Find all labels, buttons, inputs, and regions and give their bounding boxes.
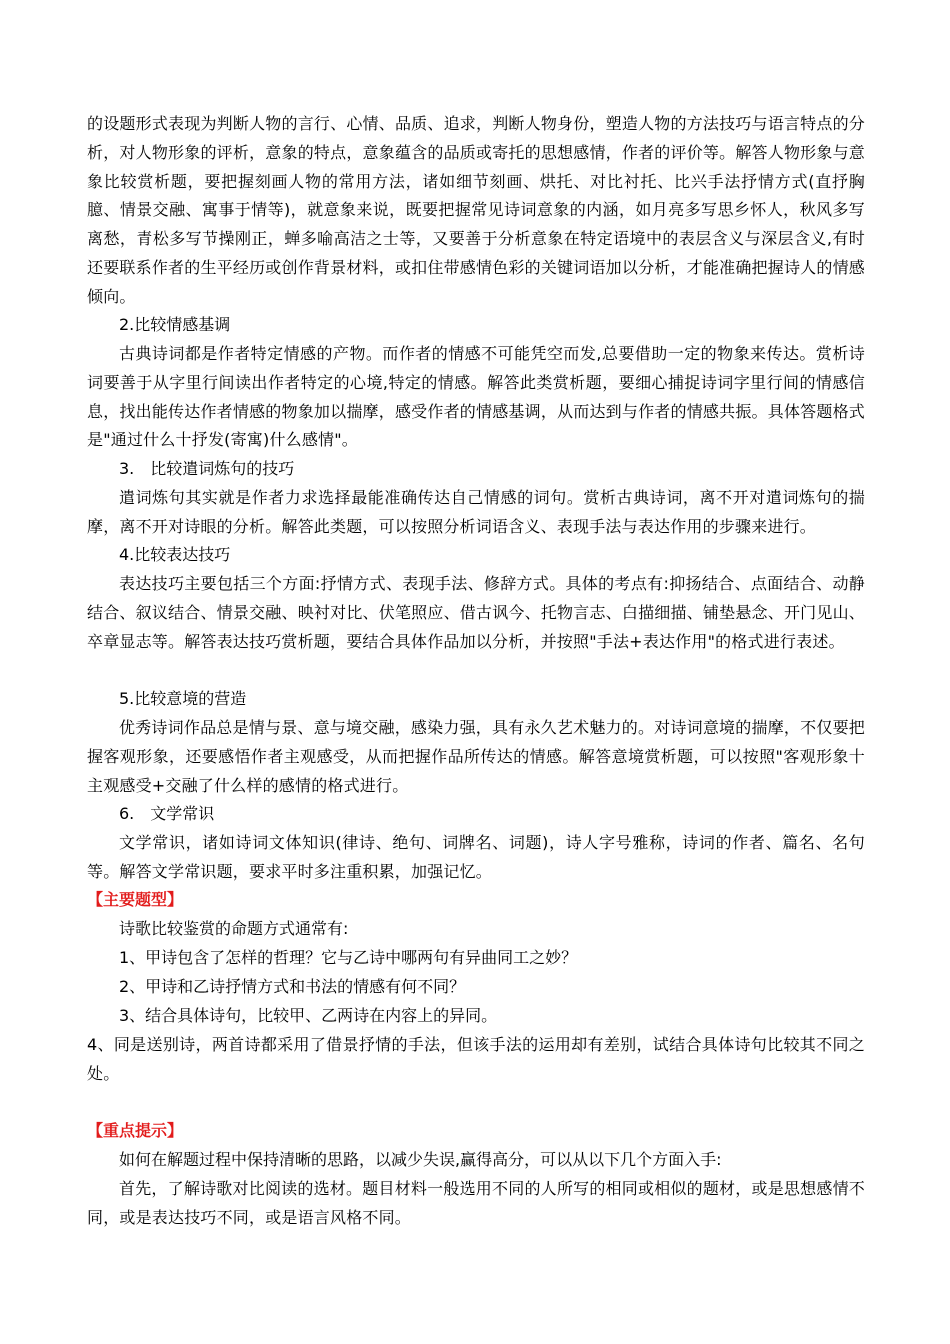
question-3: 3、结合具体诗句，比较甲、乙两诗在内容上的异同。	[119, 1006, 498, 1025]
key-tips-first: 首先，了解诗歌对比阅读的选材。题目材料一般选用不同的人所写的相同或相似的题材，或是思想感情不同，或是表达技巧不同，或是语言风格不同。	[87, 1179, 865, 1227]
question-2: 2、甲诗和乙诗抒情方式和书法的情感有何不同？	[119, 977, 466, 996]
paragraph-emotion-tone: 古典诗词都是作者特定情感的产物。而作者的情感不可能凭空而发,总要借助一定的物象来传达。赏析诗词要善于从字里行间读出作者特定的心境,特定的情感。解答此类赏析题，要细心捕捉诗词字里行间的情感信息，找出能传达作者情感的物象加以揣摩，感受作者的情感基调，从而达到与作者的情感共振。具体答题格式是"通过什么十抒发(寄寓)什么感情"。	[87, 344, 865, 450]
section-heading-3: 3. 比较遣词炼句的技巧	[119, 459, 295, 478]
question-1: 1、甲诗包含了怎样的哲理？它与乙诗中哪两句有异曲同工之妙？	[119, 948, 578, 967]
paragraph-expression-skills: 表达技巧主要包括三个方面:抒情方式、表现手法、修辞方式。具体的考点有:抑扬结合、点面结合、动静结合、叙议结合、情景交融、映衬对比、伏笔照应、借古讽今、托物言志、白描细描、铺垫悬念、开门见山、卒章显志等。解答表达技巧赏析题，要结合具体作品加以分析，并按照"手法+表达作用"的格式进行表述。	[87, 574, 865, 651]
question-4: 4、同是送别诗，两首诗都采用了借景抒情的手法，但该手法的运用却有差别，试结合具体诗句比较其不同之处。	[87, 1035, 865, 1083]
paragraph-intro: 的设题形式表现为判断人物的言行、心情、品质、追求，判断人物身份，塑造人物的方法技巧与语言特点的分析，对人物形象的评析，意象的特点，意象蕴含的品质或寄托的思想感情，作者的评价等。解答人物形象与意象比较赏析题，要把握刻画人物的常用方法，诸如细节刻画、烘托、对比衬托、比兴手法抒情方式(直抒胸臆、情景交融、寓事于情等)，就意象来说，既要把握常见诗词意象的内涵，如月亮多写思乡怀人，秋风多写离愁，青松多写节操刚正，蝉多喻高洁之士等，又要善于分析意象在特定语境中的表层含义与深层含义,有时还要联系作者的生平经历或创作背景材料，或扣住带感情色彩的关键词语加以分析，才能准确把握诗人的情感倾向。	[87, 114, 865, 306]
section-heading-2: 2.比较情感基调	[119, 315, 231, 334]
section-heading-4: 4.比较表达技巧	[119, 545, 231, 564]
section-heading-5: 5.比较意境的营造	[119, 689, 247, 708]
paragraph-literary-knowledge: 文学常识，诸如诗词文体知识(律诗、绝句、词牌名、词题)，诗人字号雅称，诗词的作者、篇名、名句等。解答文学常识题，要求平时多注重积累，加强记忆。	[87, 833, 865, 881]
main-types-intro: 诗歌比较鉴赏的命题方式通常有:	[119, 919, 349, 938]
section-heading-6: 6. 文学常识	[119, 804, 215, 823]
key-tips-heading: 【重点提示】	[87, 1121, 184, 1140]
key-tips-intro: 如何在解题过程中保持清晰的思路，以减少失误,赢得高分，可以从以下几个方面入手:	[119, 1150, 722, 1169]
main-types-heading: 【主要题型】	[87, 890, 184, 909]
paragraph-artistic-conception: 优秀诗词作品总是情与景、意与境交融，感染力强，具有永久艺术魅力的。对诗词意境的揣摩，不仅要把握客观形象，还要感悟作者主观感受，从而把握作品所传达的情感。解答意境赏析题，可以按照"客观形象十主观感受+交融了什么样的感情的格式进行。	[87, 718, 865, 795]
paragraph-word-choice: 遣词炼句其实就是作者力求选择最能准确传达自己情感的词句。赏析古典诗词，离不开对遣词炼句的揣摩，离不开对诗眼的分析。解答此类题，可以按照分析词语含义、表现手法与表达作用的步骤来进行。	[87, 488, 865, 536]
